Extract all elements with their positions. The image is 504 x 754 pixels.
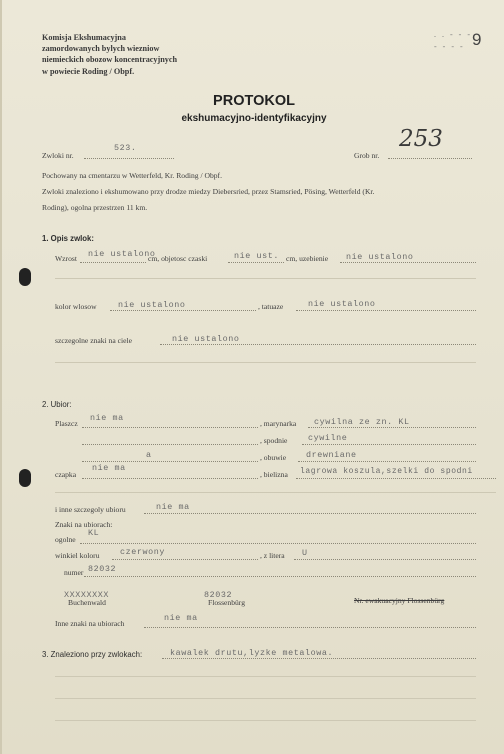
obuwie-label: , obuwie [260, 453, 287, 462]
section-3-title: 3. Znaleziono przy zwlokach: [42, 650, 143, 659]
zwloki-label: Zwloki nr. [42, 151, 74, 160]
punch-hole [19, 268, 31, 286]
buchenwald-label: Buchenwald [68, 598, 106, 607]
inne-znaki-label: Inne znaki na ubiorach [55, 619, 125, 628]
buchenwald-typed-value: XXXXXXXX [64, 590, 110, 600]
obuwie-value: drewniane [306, 450, 357, 460]
mid-value: a [146, 450, 152, 460]
nr-ewakuacyjny-label: Nr. ewakuacyjny Flossenbürg [354, 596, 445, 605]
grob-label: Grob nr. [354, 151, 380, 160]
header-dashes: . . - - - [434, 30, 472, 39]
spodnie-value: cywilne [308, 433, 348, 443]
litera-label: , z litera [260, 551, 285, 560]
header-line: niemieckich obozow koncentracyjnych [42, 55, 178, 65]
spodnie-label: , spodnie [260, 436, 288, 445]
section-3-value: kawalek drutu,lyzke metalowa. [170, 648, 334, 658]
uzebienie-value: nie ustalono [346, 252, 414, 262]
document-subtitle: ekshumacyjno-identyfikacyjny [181, 113, 327, 124]
header-line: Komisja Ekshumacyjna [42, 33, 126, 42]
plaszcz-value: nie ma [90, 413, 124, 423]
kolor-value: nie ustalono [118, 300, 186, 310]
inne-znaki-value: nie ma [164, 613, 198, 623]
ogolne-label: ogolne [55, 535, 76, 544]
numer-label: numer [64, 568, 84, 577]
section-2-title: 2. Ubior: [42, 400, 72, 409]
ogolne-value: KL [88, 528, 100, 538]
section-1-title: 1. Opis zwlok: [42, 234, 94, 243]
plaszcz-label: Plaszcz [55, 419, 78, 428]
intro-line: Zwloki znaleziono i ekshumowano przy drodze miedzy Diebersried, przez Stamsried, Pösing, Wetterfeld (Kr. [42, 187, 375, 196]
zwloki-value: 523. [114, 143, 137, 153]
marynarka-value: cywilna ze zn. KL [314, 417, 410, 427]
znaki-ciele-label: szczegolne znaki na ciele [55, 336, 132, 345]
commission-header [42, 32, 177, 77]
document-title: PROTOKOL [213, 93, 295, 109]
kolor-label: kolor wlosow [55, 302, 97, 311]
czapka-label: czapka [55, 470, 77, 479]
czaszka-unit: cm, uzebienie [286, 254, 329, 263]
znaki-ubiorach-label: Znaki na ubiorach: [55, 520, 113, 529]
punch-hole [19, 469, 31, 487]
litera-value: U [302, 548, 308, 558]
intro-line: Pochowany na cmentarzu w Wetterfeld, Kr. Roding / Obpf. [42, 171, 222, 180]
tatuaze-label: , tatuaze [258, 302, 284, 311]
bielizna-value: lagrowa koszula,szelki do spodni [300, 467, 473, 476]
flossenburg-label: Flossenbürg [208, 598, 245, 607]
numer-value: 82032 [88, 564, 117, 574]
czaszka-value: nie ust. [234, 251, 280, 261]
header-line: zamordowanych bylych wiezniow [42, 44, 160, 54]
wzrost-unit: cm, objetosc czaski [148, 254, 208, 263]
grob-handwritten-value: 253 [399, 126, 443, 152]
winkiel-value: czerwony [120, 547, 166, 557]
inne-szczegoly-label: i inne szczegoly ubioru [55, 505, 126, 514]
znaki-ciele-value: nie ustalono [172, 334, 240, 344]
inne-szczegoly-value: nie ma [156, 502, 190, 512]
wzrost-label: Wzrost [55, 254, 77, 263]
wzrost-value: nie ustalono [88, 249, 156, 259]
czapka-value: nie ma [92, 463, 126, 473]
page-number: 9 [472, 30, 482, 49]
header-line: w powiecie Roding / Obpf. [42, 66, 135, 76]
intro-line: Roding), ogolna przestrzen 11 km. [42, 203, 148, 212]
flossenburg-typed-value: 82032 [204, 590, 233, 600]
header-dashes: - - - - [434, 42, 465, 51]
marynarka-label: , marynarka [260, 419, 297, 428]
winkiel-label: winkiel koloru [55, 551, 100, 560]
tatuaze-value: nie ustalono [308, 299, 376, 309]
bielizna-label: , bielizna [260, 470, 288, 479]
